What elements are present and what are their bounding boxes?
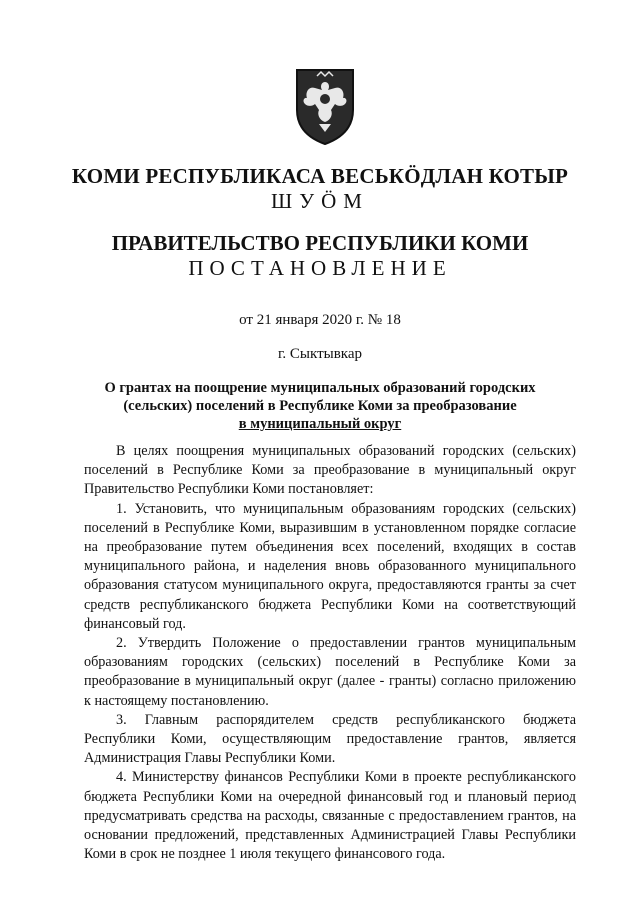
russian-government-name: ПРАВИТЕЛЬСТВО РЕСПУБЛИКИ КОМИ: [111, 231, 529, 255]
paragraph-item-2: 2. Утвердить Положение о предоставлении грантов муниципальным образованиям городских (сельских) поселений в Республике Коми за преобразование в муниципальный округ (далее - гранты) согласно приложению к настоящему постановлению.: [84, 635, 576, 709]
komi-government-name: КОМИ РЕСПУБЛИКАСА ВЕСЬКÖДЛАН КОТЫР: [71, 164, 569, 188]
komi-coat-of-arms-icon: [293, 66, 357, 146]
document-title: [80, 379, 560, 433]
paragraph-item-3: 3. Главным распорядителем средств республиканского бюджета Республики Коми, осуществляющим предоставление грантов, является Администрация Главы Республики Коми.: [84, 711, 576, 767]
russian-document-type: ПОСТАНОВЛЕНИЕ: [188, 256, 452, 280]
title-line-3: в муниципальный округ: [238, 416, 402, 432]
paragraph-preamble: В целях поощрения муниципальных образований городских (сельских) поселений в Республике Коми за преобразование в муниципальный округ Правительство Республики Коми постановляет:: [84, 443, 576, 498]
document-city: г. Сыктывкар: [277, 346, 363, 362]
title-line-1: О грантах на поощрение муниципальных образований городских: [104, 380, 536, 396]
document-date-number: от 21 января 2020 г. № 18: [239, 312, 401, 328]
document-body: [84, 442, 576, 864]
title-line-2: (сельских) поселений в Республике Коми за преобразование: [123, 398, 517, 414]
komi-document-type: ШУÖМ: [271, 189, 369, 213]
paragraph-item-4: 4. Министерству финансов Республики Коми в проекте республиканского бюджета Республики Коми на очередной финансовый год и плановый период предусматривать средства на расходы, связанные с предоставлением грантов, на основании предложений, представленных Администрацией Главы Республики Коми в срок не позднее 1 июля текущего финансового года.: [84, 769, 576, 863]
paragraph-item-1: 1. Установить, что муниципальным образованиям городских (сельских) поселений в Республике Коми, выразившим в установленном порядке согласие на преобразование путем объединения всех поселений, входящих в состав муниципального района, и наделения вновь образованного муниципального образования статусом муниципального округа, предоставляются гранты за счет средств республиканского бюджета Республики Коми на соответствующий финансовый год.: [84, 500, 576, 632]
